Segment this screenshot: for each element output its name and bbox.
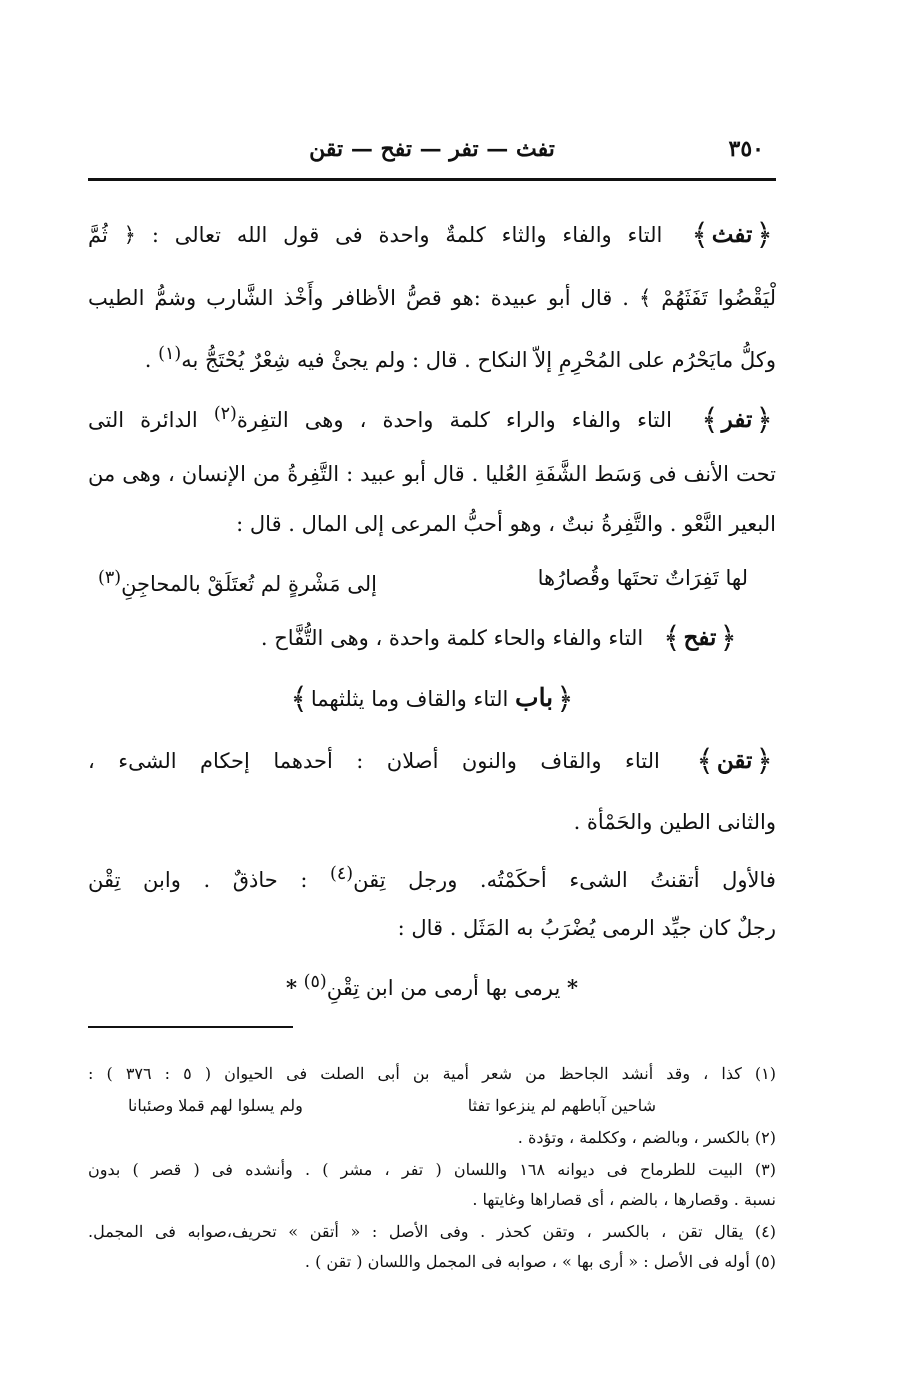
entry-headword-tafar: ﴿تفر﴾ bbox=[701, 403, 773, 438]
entry-headword-taqan: ﴿تقن﴾ bbox=[696, 744, 773, 779]
entry-tafah-line-1: ﴿تفح﴾ التاء والفاء والحاء كلمة واحدة ، وهى التُّفَّاح . bbox=[88, 622, 740, 655]
section-heading-bab: باب bbox=[515, 683, 554, 712]
running-title: تفث — تفر — تفح — تقن bbox=[309, 136, 555, 162]
footnote-1-verse-right: شاحين آباطهم لم ينزعوا تفثا bbox=[467, 1096, 656, 1115]
section-heading: ﴿باب التاء والقاف وما يثلثهما﴾ bbox=[290, 682, 574, 717]
footnote-4: (٤) يقال تقن ، بالكسر ، وتقن كحذر . وفى الأصل : « أتقن » تحريف،صوابه فى المجمل. bbox=[88, 1222, 776, 1241]
entry-tafar-line-3: البعير النَّعْو . والتَّفِرةُ نبتٌ ، وهو أحبُّ المرعى إلى المال . قال : bbox=[236, 512, 776, 536]
footnote-ref-1: (١) bbox=[158, 344, 182, 364]
footnote-3-line-1: (٣) البيت للطرماح فى ديوانه ١٦٨ واللسان ( تفر ، مشر ) . وأنشده فى ( قصر ) بدون bbox=[88, 1160, 777, 1179]
entry-taqan-line-4: رجلٌ كان جيِّد الرمى يُضْرَبُ به المَثَل . قال : bbox=[397, 916, 776, 940]
page-number: ٣٥٠ bbox=[728, 136, 764, 162]
verse-hemistich-left: إلى مَشْرةٍ لم تُعتَلَقْ بالمحاجِنِ$^{(٣)}$ bbox=[98, 568, 377, 596]
page-header bbox=[88, 130, 776, 170]
entry-tafath-line-1: ﴿تفث﴾ التاء والفاء والثاء كلمةٌ واحدة فى قول الله تعالى : ﴿ ثُمَّ bbox=[88, 219, 776, 252]
entry-tafar-line-1: ﴿تفر﴾ التاء والفاء والراء كلمة واحدة ، وهى التفِرة$^{(٢)}$ الدائرة التى bbox=[88, 398, 776, 437]
footnote-ref-2: (٢) bbox=[213, 404, 237, 424]
entry-tafath-line-2: لْيَقْضُوا تَفَثَهُمْ ﴾ . قال أبو عبيدة :هو قصُّ الأظافر وأَخْذ الشَّارب وشمُّ الطيب bbox=[88, 286, 776, 310]
entry-headword-tafath: ﴿تفث﴾ bbox=[691, 218, 773, 253]
footnote-ref-3: (٣) bbox=[98, 568, 122, 588]
entry-taqan-line-1: ﴿تقن﴾ التاء والقاف والنون أصلان : أحدهما إحكام الشىء ، bbox=[88, 745, 776, 778]
footnote-2: (٢) بالكسر ، وبالضم ، وككلمة ، وتؤدة . bbox=[517, 1128, 776, 1147]
entry-tafath-line-3: وكلُّ مايَحْرُم على المُحْرِمِ إلاّ النكاح . قال : ولم يجئْ فيه شِعْرٌ يُحْتَجُّ به$^{(١)}$ . bbox=[144, 344, 776, 372]
entry-taqan-line-2: والثانى الطين والحَمْأة . bbox=[573, 810, 776, 834]
verse-hemistich-right: لها تَفِرَاتٌ تحتَها وقُصارُها bbox=[537, 566, 748, 590]
entry-headword-tafah: ﴿تفح﴾ bbox=[662, 621, 737, 656]
footnote-5: (٥) أوله فى الأصل : « أرى بها » ، صوابه فى المجمل واللسان ( تقن ) . bbox=[304, 1252, 776, 1271]
footnote-ref-4: (٤) bbox=[330, 864, 354, 884]
verse-half-line: * يرمى بها أرمى من ابن تِقْنِ$^{(٥)}$ * bbox=[286, 972, 578, 1000]
entry-tafar-line-2: تحت الأنف فى وَسَط الشَّفَةِ العُليا . قال أبو عبيد : التَّفِرةُ من الإنسان ، وهى من bbox=[88, 462, 776, 486]
book-page bbox=[88, 0, 776, 1380]
footnote-1-verse-left: ولم يسلوا لهم قملا وصئبانا bbox=[128, 1096, 303, 1115]
entry-taqan-line-3: فالأول أتقنتُ الشىء أحكَمْتُه. ورجل تِقن$^{(٤)}$ : حاذقٌ . وابن تِقْن bbox=[88, 864, 776, 892]
header-rule bbox=[88, 178, 776, 181]
footnote-rule bbox=[88, 1026, 293, 1028]
footnote-1-line-1: (١) كذا ، وقد أنشد الجاحظ من شعر أمية بن أبى الصلت فى الحيوان ( ٥ : ٣٧٦ ) : bbox=[88, 1064, 777, 1083]
footnote-ref-5: (٥) bbox=[303, 972, 327, 992]
section-heading-title: التاء والقاف وما يثلثهما bbox=[310, 687, 509, 711]
footnote-3-line-2: نسبة . وقصارها ، بالضم ، أى قصاراها وغايتها . bbox=[472, 1190, 776, 1209]
